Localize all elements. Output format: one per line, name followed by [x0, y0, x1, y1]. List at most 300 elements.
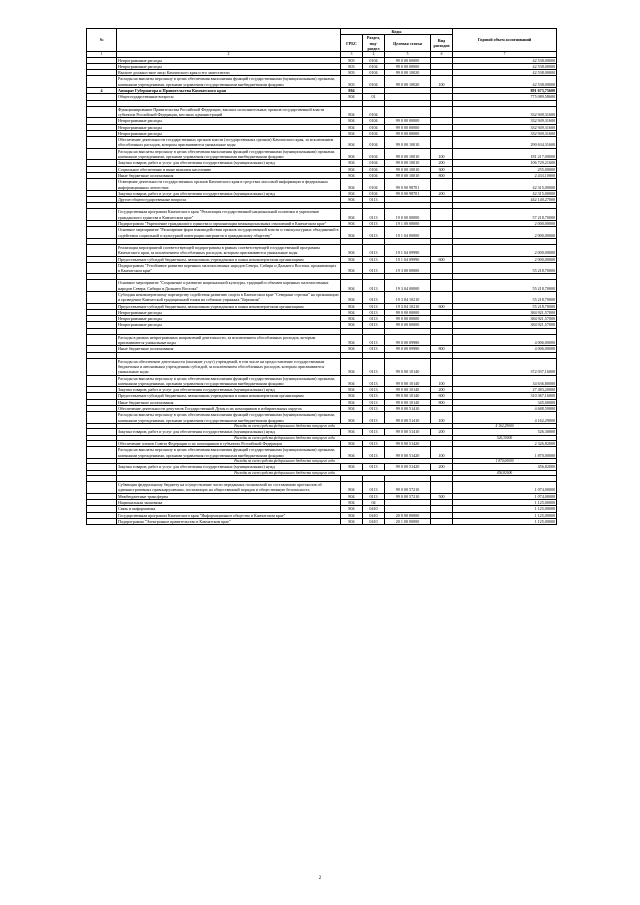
budget-table-sheet [86, 28, 556, 525]
row-sum: 1 125,00000 [453, 499, 557, 505]
col-index: 6 [431, 52, 453, 57]
row-name: Непрограммные расходы [117, 124, 341, 130]
row-cst: 99 0 00 51410 [385, 429, 431, 435]
row-sum: 1 125,00000 [453, 506, 557, 512]
row-sum: 42 315,00000 [453, 179, 557, 191]
row-vr: 200 [431, 160, 453, 166]
row-grbs: 804 [341, 429, 363, 435]
row-cst: 19 1 04 09990 [385, 256, 431, 262]
row-cst: 99 0 00 00000 [385, 316, 431, 322]
row-name: Расходы на обеспечение деятельности (оказание услуг) учреждений, в том числе на предоставление государственным бюджетным и автономным учреждениям субсидий, за исключением обособленных расходов, которым присваиваются уникальные коды [117, 358, 341, 375]
funding-note: Расходы за счет средств федерального бюджета текущего года [117, 435, 453, 440]
row-sum: 42 538,00000 [453, 63, 557, 69]
table-row [87, 412, 557, 424]
row-sum: 456,82000 [453, 464, 557, 470]
row-sum: 55 218,70000 [453, 280, 557, 292]
row-grbs: 804 [341, 244, 363, 256]
col-index: 5 [385, 52, 431, 57]
row-vr: 100 [431, 76, 453, 88]
row-vr [431, 262, 453, 274]
row-grbs: 804 [341, 493, 363, 499]
row-cst: 99 0 00 00000 [385, 124, 431, 130]
row-grbs: 804 [341, 346, 363, 352]
row-name: Закупка товаров, работ и услуг для обеспечения государственных (муниципальных) нужд [117, 160, 341, 166]
row-name: Основное мероприятие "Расширение форм взаимодействия органов государственной власти и этнокультурных объединений в содействии социальной и культурной интеграции мигрантов и гражданскому обществу" [117, 227, 341, 239]
note-sum: 456,82000 [453, 470, 557, 475]
row-name: Иные бюджетные ассигнования [117, 172, 341, 178]
row-sum: 1 870,00000 [453, 447, 557, 459]
row-razdel: 0113 [363, 482, 385, 494]
row-sum: 290 634,31600 [453, 137, 557, 149]
col-index: 3 [341, 52, 363, 57]
row-grbs: 804 [341, 412, 363, 424]
row-number [87, 209, 117, 221]
row-cst: 19 3 04 00000 [385, 280, 431, 292]
row-razdel: 0113 [363, 322, 385, 328]
row-sum: 4 006,00000 [453, 346, 557, 352]
row-razdel: 0113 [363, 209, 385, 221]
row-name: Основное мероприятие "Сохранение и развитие национальной культуры, традиций и обычаев коренных малочисленных народов Севера, Сибири и Дальнего Востока" [117, 280, 341, 292]
row-vr: 500 [431, 493, 453, 499]
row-sum: 4 688,59000 [453, 406, 557, 412]
row-razdel: 0104 [363, 160, 385, 166]
row-name: Обеспечение деятельности государственных органов власти (государственных органов) Камчатского края, за исключением обособленных расходов, которым присваиваются уникальные коды [117, 137, 341, 149]
row-sum: 55 218,70000 [453, 291, 557, 303]
row-sum: 332 949,31600 [453, 106, 557, 118]
row-grbs: 804 [341, 358, 363, 375]
col-index: 1 [87, 52, 117, 57]
row-number [87, 375, 117, 387]
row-grbs: 804 [341, 393, 363, 399]
row-name: Субсидия некоммерческому партнерству содействия развитию спорта в Камчатском крае "Северные стрелки" на организацию и проведение Камчатской традиционной гонки на собачьих упряжках "Берингия" [118, 291, 339, 303]
row-grbs: 803 [341, 63, 363, 69]
budget-table [86, 28, 557, 525]
row-grbs: 804 [341, 190, 363, 196]
row-grbs: 804 [341, 482, 363, 494]
row-name: Подпрограмма "Укрепление гражданского единства и гармонизация межнациональных отношений в Камчатском крае" [117, 221, 341, 227]
row-name: Иные бюджетные ассигнования [117, 346, 341, 352]
row-grbs: 804 [341, 512, 363, 518]
row-grbs: 804 [341, 197, 363, 203]
row-sum: 2 000,00000 [453, 256, 557, 262]
row-sum: 384 921,57000 [453, 316, 557, 322]
row-grbs: 803 [341, 57, 363, 63]
funding-note: Расходы за счет средств федерального бюджета текущего года [117, 458, 453, 463]
row-razdel: 04 [363, 499, 385, 505]
row-sum: 1 125,00000 [453, 518, 557, 524]
header-vr: Вид расходов [431, 35, 453, 52]
row-name: Национальная экономика [117, 499, 341, 505]
row-number [87, 106, 117, 118]
row-sum: 34 636,80000 [453, 375, 557, 387]
row-vr: 100 [431, 148, 453, 160]
row-name: Связь и информатика [117, 506, 341, 512]
row-vr: 100 [431, 412, 453, 424]
header-num: № [87, 29, 117, 52]
row-razdel: 0113 [363, 244, 385, 256]
row-sum: 42 538,00000 [453, 70, 557, 76]
row-vr [431, 244, 453, 256]
row-grbs: 804 [341, 291, 363, 303]
row-grbs: 804 [341, 209, 363, 221]
row-razdel: 0104 [363, 57, 385, 63]
table-row [87, 518, 557, 524]
row-razdel: 0113 [363, 197, 385, 203]
row-razdel: 0104 [363, 190, 385, 196]
table-row [87, 358, 557, 375]
row-grbs: 804 [341, 518, 363, 524]
row-name: Иные бюджетные ассигнования [117, 399, 341, 405]
row-number [87, 262, 117, 274]
row-number [87, 518, 117, 524]
header-name [117, 29, 341, 52]
row-sum: 57 218,70000 [453, 209, 557, 221]
row-grbs: 804 [341, 464, 363, 470]
row-grbs: 804 [341, 322, 363, 328]
table-row [87, 227, 557, 239]
row-grbs: 803 [341, 76, 363, 88]
row-name: Субвенция федеральному бюджету на осуществление части переданных полномочий по составлению протоколов об административных правонарушениях, посягающих на общественный порядок и общественную безопасность [117, 482, 341, 494]
header-sum: Годовой объем ассигнований [453, 29, 557, 52]
row-number [87, 137, 117, 149]
table-row [87, 106, 557, 118]
row-vr [431, 482, 453, 494]
row-grbs: 804 [341, 262, 363, 274]
row-razdel: 0113 [363, 464, 385, 470]
row-cst: 99 0 00 10140 [385, 375, 431, 387]
row-grbs: 804 [341, 227, 363, 239]
row-cst: 99 0 00 57210 [385, 493, 431, 499]
row-grbs: 804 [341, 166, 363, 172]
row-cst: 99 0 00 10140 [385, 387, 431, 393]
row-grbs: 804 [341, 148, 363, 160]
row-razdel: 0410 [363, 506, 385, 512]
row-razdel: 0104 [363, 166, 385, 172]
row-cst: 19 3 04 10210 [385, 291, 431, 303]
row-cst: 99 0 00 10010 [385, 172, 431, 178]
table-row [87, 262, 557, 274]
row-name: Социальное обеспечение и иные выплаты населению [117, 166, 341, 172]
row-sum: 372 037,16000 [453, 358, 557, 375]
row-vr: 800 [431, 172, 453, 178]
row-name: Расходы на выплаты персоналу в целях обеспечения выполнения функций государственными (муниципальными) органами, казенными учреждениями, органами управления государственными внебюджетными фондами [117, 148, 341, 160]
row-sum: 332 949,31600 [453, 124, 557, 130]
row-sum: 891 673,75600 [453, 88, 557, 94]
row-name: Расходы на выплаты персоналу в целях обеспечения выполнения функций государственными (муниципальными) органами, казенными учреждениями, органами управления государственными внебюджетными фондами [117, 412, 341, 424]
row-number [87, 148, 117, 160]
row-number: 4 [87, 88, 117, 94]
row-sum: 42 538,00000 [453, 76, 557, 88]
row-razdel: 0104 [363, 70, 385, 76]
row-cst: 99 0 00 10140 [385, 358, 431, 375]
row-sum: 55 218,70000 [453, 303, 557, 309]
row-sum: 310 367,16000 [453, 393, 557, 399]
row-razdel: 0104 [363, 172, 385, 178]
row-cst: 99 0 00 10010 [385, 160, 431, 166]
row-razdel: 0113 [363, 375, 385, 387]
row-name: Закупка товаров, работ и услуг для обеспечения государственных (муниципальных) нужд [117, 387, 341, 393]
row-grbs: 804 [341, 256, 363, 262]
row-grbs: 804 [341, 160, 363, 166]
row-grbs: 804 [341, 375, 363, 387]
row-sum: 4 006,00000 [453, 334, 557, 346]
row-sum: 1 074,00000 [453, 482, 557, 494]
row-name: Государственная программа Камчатского края "Информационное общество в Камчатском крае" [117, 512, 341, 518]
row-razdel: 0113 [363, 447, 385, 459]
row-sum: 106 729,21600 [453, 160, 557, 166]
row-grbs: 804 [341, 172, 363, 178]
row-name: Непрограммные расходы [117, 63, 341, 69]
row-razdel: 0113 [363, 334, 385, 346]
row-grbs: 804 [341, 316, 363, 322]
row-razdel: 0113 [363, 393, 385, 399]
row-cst: 19 3 00 00000 [385, 262, 431, 274]
row-name: Предоставление субсидий бюджетным, автономным учреждениям и иным некоммерческим организациям [117, 303, 341, 309]
row-sum: 42 315,00000 [453, 190, 557, 196]
row-sum: 2 433,10000 [453, 172, 557, 178]
note-sum: 1 870,00000 [453, 458, 557, 463]
row-sum: 526,30000 [453, 429, 557, 435]
row-razdel: 0104 [363, 63, 385, 69]
row-sum: 332 949,31600 [453, 130, 557, 136]
header-razdel: Раздел, под-раздел [363, 35, 385, 52]
row-cst: 99 0 00 51410 [385, 412, 431, 424]
row-vr: 200 [431, 464, 453, 470]
row-cst: 99 0 00 00000 [385, 322, 431, 328]
row-razdel: 01 [363, 94, 385, 100]
row-name: Обеспечение деятельности депутатов Государственной Думы и их помощников в избирательных округах [117, 406, 341, 412]
row-vr: 300 [431, 166, 453, 172]
row-cst: 99 0 00 51420 [385, 447, 431, 459]
row-name: Непрограммные расходы [117, 130, 341, 136]
row-vr [431, 334, 453, 346]
row-razdel: 0113 [363, 303, 385, 309]
row-cst: 99 0 00 51420 [385, 464, 431, 470]
row-name: Другие общегосударственные вопросы [117, 197, 341, 203]
row-number [87, 412, 117, 424]
row-name: Закупка товаров, работ и услуг для обеспечения государственных (муниципальных) нужд [117, 464, 341, 470]
row-razdel: 0113 [363, 227, 385, 239]
row-cst: 99 0 00 51410 [385, 406, 431, 412]
row-vr: 800 [431, 399, 453, 405]
row-name: Высшее должностное лицо Камчатского края и его заместители [117, 70, 341, 76]
row-razdel: 0104 [363, 130, 385, 136]
row-vr: 600 [431, 303, 453, 309]
row-sum: 255,00000 [453, 166, 557, 172]
row-vr [431, 518, 453, 524]
funding-note: Расходы за счет средств федерального бюджета текущего года [117, 470, 453, 475]
row-cst: 99 0 00 10010 [385, 137, 431, 149]
row-cst: 19 0 00 00000 [385, 209, 431, 221]
row-razdel: 0113 [363, 280, 385, 292]
row-cst: 99 0 00 10140 [385, 393, 431, 399]
row-name: Непрограммные расходы [117, 322, 341, 328]
header-row-top [87, 29, 557, 35]
row-cst: 20 0 00 00000 [385, 512, 431, 518]
row-grbs: 804 [341, 137, 363, 149]
row-razdel: 0104 [363, 118, 385, 124]
row-razdel: 0113 [363, 346, 385, 352]
col-index: 7 [453, 52, 557, 57]
row-grbs: 804 [341, 94, 363, 100]
row-vr: 600 [431, 256, 453, 262]
table-row [87, 334, 557, 346]
row-number [87, 244, 117, 256]
row-cst: 19 1 04 00000 [385, 227, 431, 239]
row-grbs: 804 [341, 441, 363, 447]
row-name: Реализация мероприятий соответствующей подпрограммы в рамках соответствующей государственной программы Камчатского края, за исключением обособленных расходов, которым присваиваются уникальные коды [117, 244, 341, 256]
row-razdel: 0113 [363, 399, 385, 405]
table-row [87, 148, 557, 160]
row-grbs: 804 [341, 309, 363, 315]
row-cst: 20 1 00 00000 [385, 518, 431, 524]
row-sum: 1 074,00000 [453, 493, 557, 499]
table-row [87, 375, 557, 387]
row-number [87, 291, 117, 303]
table-row [87, 244, 557, 256]
row-number [87, 76, 117, 88]
row-razdel: 0113 [363, 387, 385, 393]
row-sum: 2 326,82000 [453, 441, 557, 447]
row-name: Непрограммные расходы [117, 309, 341, 315]
row-name: Обеспечение членов Совета Федерации и их помощников в субъектах Российской Федерации [117, 441, 341, 447]
row-vr [431, 227, 453, 239]
row-razdel: 0410 [363, 518, 385, 524]
row-sum: 384 921,57000 [453, 322, 557, 328]
row-number [87, 280, 117, 292]
row-vr [431, 137, 453, 149]
row-name: Непрограммные расходы [117, 57, 341, 63]
row-grbs: 804 [341, 106, 363, 118]
row-grbs: 803 [341, 70, 363, 76]
row-vr [431, 106, 453, 118]
row-cst [385, 106, 431, 118]
row-cst: 99 0 00 98701 [385, 190, 431, 196]
table-row [87, 447, 557, 459]
col-index: 4 [363, 52, 385, 57]
row-razdel: 0113 [363, 493, 385, 499]
row-name: Предоставление субсидий бюджетным, автономным учреждениям и иным некоммерческим организациям [117, 256, 341, 262]
row-razdel: 0113 [363, 441, 385, 447]
funding-note: Расходы за счет средств федерального бюджета текущего года [117, 423, 453, 428]
row-vr: 200 [431, 190, 453, 196]
row-sum: 1 125,00000 [453, 512, 557, 518]
row-name: Аппарат Губернатора и Правительства Камчатского края [117, 88, 341, 94]
row-cst: 99 0 00 09980 [385, 346, 431, 352]
row-grbs: 804 [341, 387, 363, 393]
row-razdel: 0113 [363, 256, 385, 262]
row-razdel: 0113 [363, 221, 385, 227]
row-cst: 19 3 04 10210 [385, 303, 431, 309]
row-vr: 800 [431, 346, 453, 352]
col-index: 2 [117, 52, 341, 57]
row-vr [431, 280, 453, 292]
row-vr: 100 [431, 375, 453, 387]
row-cst: 99 0 00 57210 [385, 482, 431, 494]
row-razdel: 0104 [363, 179, 385, 191]
row-cst: 99 0 00 00000 [385, 118, 431, 124]
row-cst: 99 0 00 00000 [385, 57, 431, 63]
row-razdel: 0113 [363, 262, 385, 274]
row-razdel: 0104 [363, 137, 385, 149]
row-sum: 332 949,31600 [453, 118, 557, 124]
row-cst: 99 0 00 10140 [385, 399, 431, 405]
table-row [87, 280, 557, 292]
row-sum: 775 089,58600 [453, 94, 557, 100]
row-cst: 99 0 00 10010 [385, 166, 431, 172]
row-number [87, 447, 117, 459]
note-sum: 526,30000 [453, 435, 557, 440]
row-razdel: 0113 [363, 309, 385, 315]
row-razdel: 0104 [363, 124, 385, 130]
row-name: Расходы в рамках непрограммных направлений деятельности, за исключением обособленных расходов, которым присваиваются уникальные коды [117, 334, 341, 346]
row-name: Межбюджетные трансферты [117, 493, 341, 499]
row-vr [431, 209, 453, 221]
row-cst: 19 1 00 00000 [385, 221, 431, 227]
row-sum: 55 218,70000 [453, 262, 557, 274]
header-grbs: ГРБС [341, 35, 363, 52]
table-row [87, 482, 557, 494]
row-grbs: 804 [341, 88, 363, 94]
row-name: Непрограммные расходы [117, 118, 341, 124]
row-sum: 27 483,20000 [453, 387, 557, 393]
header-cst: Целевая статья [385, 35, 431, 52]
row-grbs: 804 [341, 280, 363, 292]
row-grbs: 804 [341, 118, 363, 124]
row-sum: 384 921,57000 [453, 309, 557, 315]
row-vr [431, 179, 453, 191]
row-cst: 99 0 00 98701 [385, 179, 431, 191]
row-number [87, 482, 117, 494]
row-grbs: 804 [341, 179, 363, 191]
row-number [87, 334, 117, 346]
row-grbs: 804 [341, 130, 363, 136]
row-sum: 4 162,29000 [453, 412, 557, 424]
row-name: Расходы на выплаты персоналу в целях обеспечения выполнения функций государственными (муниципальными) органами, казенными учреждениями, органами управления государственными внебюджетными фондами [117, 76, 341, 88]
row-grbs: 804 [341, 506, 363, 512]
row-vr: 200 [431, 429, 453, 435]
row-number [87, 227, 117, 239]
table-row [87, 291, 557, 303]
page-number: 2 [318, 876, 322, 881]
table-row [87, 179, 557, 191]
row-razdel: 0113 [363, 429, 385, 435]
row-grbs: 804 [341, 499, 363, 505]
row-razdel: 0113 [363, 291, 385, 303]
row-name: Общегосударственные вопросы [117, 94, 341, 100]
row-name: Функционирование Правительства Российской Федерации, высших исполнительных органов государственной власти субъектов Российской Федерации, местных администраций [117, 106, 341, 118]
row-name: Подпрограмма "Устойчивое развитие коренных малочисленных народов Севера, Сибири и Дальнего Востока, проживающих в Камчатском крае" [117, 262, 341, 274]
row-sum: 2 000,00000 [453, 227, 557, 239]
row-name: Подпрограмма "Электронное правительство в Камчатском крае" [117, 518, 341, 524]
note-sum: 4 162,29000 [453, 423, 557, 428]
row-sum: 345,00000 [453, 399, 557, 405]
row-razdel: 0104 [363, 148, 385, 160]
row-razdel: 0104 [363, 106, 385, 118]
row-sum: 2 000,00000 [453, 244, 557, 256]
row-name: Непрограммные расходы [117, 316, 341, 322]
row-razdel: 0113 [363, 412, 385, 424]
row-grbs: 804 [341, 303, 363, 309]
row-grbs: 804 [341, 447, 363, 459]
row-cst: 99 0 00 51420 [385, 441, 431, 447]
table-body [87, 57, 557, 525]
row-vr: 100 [431, 447, 453, 459]
row-vr: 600 [431, 393, 453, 399]
row-vr: 200 [431, 387, 453, 393]
row-name: Расходы на выплаты персоналу в целях обеспечения выполнения функций государственными (муниципальными) органами, казенными учреждениями, органами управления государственными внебюджетными фондами [117, 375, 341, 387]
row-grbs: 804 [341, 221, 363, 227]
